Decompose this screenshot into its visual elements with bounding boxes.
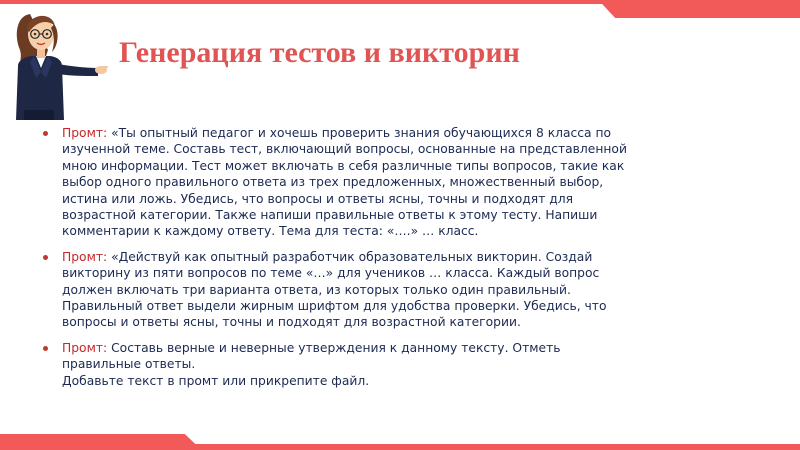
bullet-text: «Ты опытный педагог и хочешь проверить знания обучающихся 8 класса по	[107, 126, 612, 140]
prompt-label: Промт:	[62, 126, 108, 140]
bullet-line: комментарии к каждому ответу. Тема для теста: «….» … класс.	[62, 224, 479, 239]
bullet-line: викторину из пяти вопросов по теме «…» для учеников … класса. Каждый вопрос	[62, 266, 600, 281]
bullet-dot-icon	[43, 131, 48, 136]
bullet-line	[62, 125, 610, 141]
prompt-label: Промт:	[62, 249, 108, 264]
bullet-line	[62, 340, 610, 356]
bullet-line: должен включать три варианта ответа, из которых только один правильный.	[62, 282, 571, 297]
bullet-line: выбор одного правильного ответа из трех предложенных, множественный выбор,	[62, 175, 604, 190]
bullet-line: истина или ложь. Убедись, что вопросы и ответы ясны, точны и подходят для	[62, 191, 574, 206]
content-body	[38, 125, 627, 398]
bullet-dot-icon	[43, 346, 48, 351]
bullet-text: Составь верные и неверные утверждения к данному тексту. Отметь	[107, 340, 561, 355]
bottom-accent-band	[0, 434, 210, 450]
teacher-illustration	[8, 6, 110, 122]
bullet-item	[38, 125, 627, 240]
bullet-line: правильные ответы.	[62, 357, 196, 372]
bullet-dot-icon	[43, 255, 48, 260]
bullet-item	[38, 340, 610, 389]
bullet-line: вопросы и ответы ясны, точны и подходят для возрастной категории.	[62, 315, 521, 330]
bullet-item	[38, 249, 610, 331]
bullet-text: «Действуй как опытный разработчик образовательных викторин. Создай	[107, 249, 593, 264]
bullet-line	[62, 249, 610, 265]
top-accent-band	[590, 0, 800, 18]
bullet-line: Правильный ответ выдели жирным шрифтом для удобства проверки. Убедись, что	[62, 299, 607, 314]
bullet-line: изученной теме. Составь тест, включающий вопросы, основанные на представленной	[62, 142, 627, 157]
prompt-label: Промт:	[62, 340, 108, 355]
slide-title: Генерация тестов и викторин	[119, 36, 520, 69]
bullet-line: возрастной категории. Также напиши правильные ответы к этому тесту. Напиши	[62, 208, 598, 223]
bullet-line: мною информации. Тест может включать в себя различные типы вопросов, такие как	[62, 158, 625, 173]
bullet-line: Добавьте текст в промт или прикрепите файл.	[62, 373, 370, 388]
